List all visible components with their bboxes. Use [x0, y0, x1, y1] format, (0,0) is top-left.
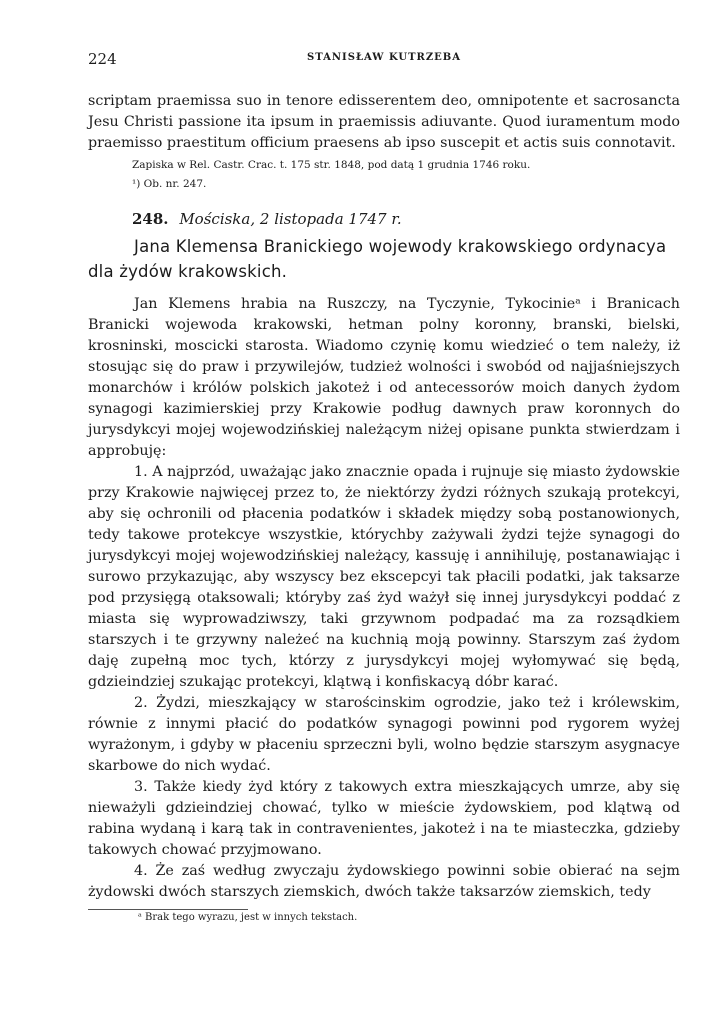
prev-doc-text: scriptam praemissa suo in tenore edisserentem deo, omnipotente et sacrosancta Jesu Christi passione ita ipsum in praemissis adiuvante. Quod iuramentum modo praemisso praestitum officium praesens ab ipso suscepit et actis suis connotavit.: [88, 93, 680, 151]
paragraph-2: 2. Żydzi, mieszkający w starościnskim ogrodzie, jako też i królewskim, równie z innymi płacić do podatków synagogi powinni pod rygorem wyżej wyrażonym, i gdyby w płaceniu sprzeczni byli, wolno będzie starszym asygnacye skarbowe do nich wydać.: [88, 695, 680, 774]
document-number: 248.: [132, 210, 169, 228]
footnote-separator: [88, 909, 248, 910]
document-heading: [132, 210, 680, 228]
footnote-1: ¹) Ob. nr. 247.: [132, 178, 207, 190]
page-number: 224: [88, 50, 117, 68]
source-note: Zapiska w Rel. Castr. Crac. t. 175 str. 1848, pod datą 1 grudnia 1746 roku.: [132, 159, 531, 171]
paragraph-intro: Jan Klemens hrabia na Ruszczy, na Tyczynie, Tykocinieᵃ i Branicach Branicki wojewoda krakowski, hetman polny koronny, branski, bielski, krosninski, moscicki starosta. Wiadomo czynię komu wiedzieć o tem należy, iż stosując się do praw i przywilejów, tudzież wolności i swobód od najjaśniejszych monarchów i królów polskich jakoteż i od antecessorów moich danych żydom synagogi kazimierskiej przy Krakowie podług dawnych praw koronnych do jurysdykcyi mojej wojewodzińskiej należącym niżej opisane punkta stwierdzam i approbuję:: [88, 296, 680, 459]
footnote-a: ᵃ Brak tego wyrazu, jest w innych tekstach.: [138, 912, 358, 923]
paragraph-3: 3. Także kiedy żyd który z takowych extra mieszkających umrze, aby się nieważyli gdzieindziej chować, tylko w mieście żydowskiem, pod klątwą od rabina wydaną i karą tak in contravenientes, jakoteż i na te miasteczka, gdzieby takowych chować przyjmowano.: [88, 779, 680, 858]
page-header: [88, 50, 680, 70]
paragraph-4: 4. Że zaś według zwyczaju żydowskiego powinni sobie obierać na sejm żydowski dwóch starszych ziemskich, dwóch także taksarzów ziemskich, tedy: [88, 863, 680, 900]
document-title: Jana Klemensa Branickiego wojewody krakowskiego ordynacya dla żydów krakowskich.: [88, 237, 667, 281]
paragraph-1: 1. A najprzód, uważając jako znacznie opada i rujnuje się miasto żydowskie przy Krakowie najwięcej przez to, że niektórzy żydzi różnych szukają protekcyi, aby się ochronili od płacenia podatków i składek między sobą postanowionych, tedy takowe protekcye wszystkie, którychby zażywali żydzi tejże synagogi do jurysdykcyi mojej wojewodzińskiej należący, kassuję i annihiluję, postanawiając i surowo przykazując, aby wszyscy bez ekscepcyi tak płacili podatki, jak taksarze pod przysięgą otaksowali; któryby zaś żyd ważył się innej jurysdykcyi poddać z miasta się wyprowadziwszy, taki grzywnom podpadać ma za rozsądkiem starszych i te grzywny należeć na kuchnią moją powinny. Starszym zaś żydom daję zupełną moc tych, którzy z jurysdykcyi mojej wyłomywać się będą, gdzieindziej szukając protekcyi, klątwą i konfiskacyą dóbr karać.: [88, 464, 680, 690]
page-body: [88, 91, 680, 923]
document-place-date: Mościska, 2 listopada 1747 r.: [179, 210, 402, 228]
running-head: STANISŁAW KUTRZEBA: [307, 52, 461, 63]
